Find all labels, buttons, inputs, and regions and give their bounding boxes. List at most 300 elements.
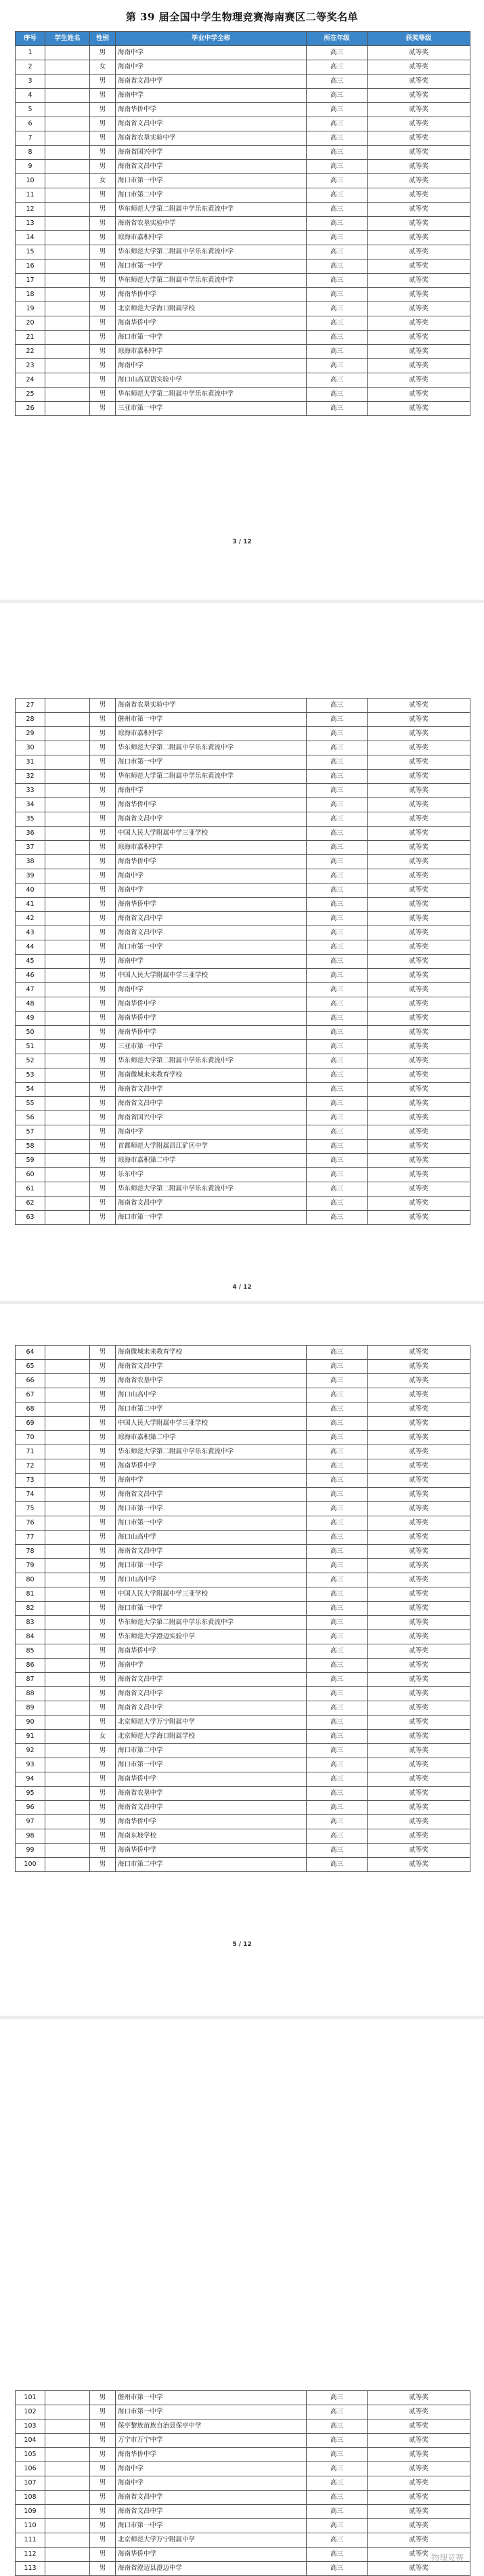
cell-school: 海南省文昌中学 bbox=[116, 1360, 307, 1374]
cell-student-name bbox=[45, 146, 90, 160]
cell-number: 104 bbox=[16, 2434, 45, 2448]
cell-gender: 男 bbox=[90, 89, 116, 103]
cell-school: 海南中学 bbox=[116, 2462, 307, 2476]
cell-student-name bbox=[45, 1545, 90, 1559]
table-row bbox=[16, 1801, 470, 1815]
cell-gender: 男 bbox=[90, 2419, 116, 2434]
cell-award: 贰等奖 bbox=[368, 117, 470, 131]
cell-student-name bbox=[45, 1516, 90, 1531]
table-row bbox=[16, 203, 470, 217]
cell-grade: 高三 bbox=[307, 1616, 368, 1630]
cell-student-name bbox=[45, 2562, 90, 2576]
cell-student-name bbox=[45, 1197, 90, 1211]
cell-grade: 高三 bbox=[307, 89, 368, 103]
table-row bbox=[16, 784, 470, 798]
cell-number: 58 bbox=[16, 1140, 45, 1154]
table-row bbox=[16, 1488, 470, 1502]
cell-grade: 高三 bbox=[307, 345, 368, 359]
table-row bbox=[16, 1168, 470, 1182]
cell-student-name bbox=[45, 1012, 90, 1026]
cell-number: 84 bbox=[16, 1630, 45, 1644]
cell-grade: 高三 bbox=[307, 2391, 368, 2405]
cell-award: 贰等奖 bbox=[368, 1772, 470, 1787]
cell-grade: 高三 bbox=[307, 217, 368, 231]
cell-student-name bbox=[45, 997, 90, 1012]
cell-award: 贰等奖 bbox=[368, 898, 470, 912]
cell-gender: 男 bbox=[90, 146, 116, 160]
cell-student-name bbox=[45, 2476, 90, 2491]
cell-school: 海口市第一中学 bbox=[116, 1758, 307, 1772]
cell-student-name bbox=[45, 1815, 90, 1829]
cell-award: 贰等奖 bbox=[368, 983, 470, 997]
cell-gender: 男 bbox=[90, 345, 116, 359]
table-row bbox=[16, 75, 470, 89]
cell-school: 海口山高双语实验中学 bbox=[116, 373, 307, 388]
cell-gender: 男 bbox=[90, 699, 116, 713]
cell-student-name bbox=[45, 798, 90, 812]
cell-award: 贰等奖 bbox=[368, 1459, 470, 1474]
cell-number: 29 bbox=[16, 727, 45, 741]
cell-number: 82 bbox=[16, 1602, 45, 1616]
cell-award: 贰等奖 bbox=[368, 245, 470, 259]
cell-gender: 女 bbox=[90, 1730, 116, 1744]
cell-school: 华东师范大学第二附属中学乐东黄流中学 bbox=[116, 1445, 307, 1459]
cell-award: 贰等奖 bbox=[368, 1197, 470, 1211]
cell-award: 贰等奖 bbox=[368, 1026, 470, 1040]
cell-gender: 男 bbox=[90, 359, 116, 373]
table-row bbox=[16, 1474, 470, 1488]
cell-grade: 高三 bbox=[307, 1154, 368, 1168]
table-row bbox=[16, 1154, 470, 1168]
table-row bbox=[16, 1545, 470, 1559]
cell-number: 89 bbox=[16, 1701, 45, 1716]
cell-number: 44 bbox=[16, 940, 45, 955]
cell-grade: 高三 bbox=[307, 131, 368, 146]
cell-school: 海口市第二中学 bbox=[116, 1744, 307, 1758]
table-row bbox=[16, 103, 470, 117]
table-row bbox=[16, 245, 470, 259]
cell-award: 贰等奖 bbox=[368, 1616, 470, 1630]
cell-number: 38 bbox=[16, 855, 45, 869]
cell-number: 9 bbox=[16, 160, 45, 174]
cell-student-name bbox=[45, 1616, 90, 1630]
cell-number: 90 bbox=[16, 1716, 45, 1730]
cell-grade: 高三 bbox=[307, 1040, 368, 1054]
cell-number: 17 bbox=[16, 274, 45, 288]
table-row bbox=[16, 898, 470, 912]
cell-student-name bbox=[45, 869, 90, 884]
cell-gender: 男 bbox=[90, 1097, 116, 1111]
table-row bbox=[16, 1346, 470, 1360]
cell-award: 贰等奖 bbox=[368, 1083, 470, 1097]
cell-number: 6 bbox=[16, 117, 45, 131]
cell-number: 26 bbox=[16, 402, 45, 416]
cell-student-name bbox=[45, 1168, 90, 1182]
cell-student-name bbox=[45, 1630, 90, 1644]
cell-gender: 男 bbox=[90, 1168, 116, 1182]
cell-award: 贰等奖 bbox=[368, 855, 470, 869]
cell-gender: 男 bbox=[90, 1068, 116, 1083]
cell-student-name bbox=[45, 60, 90, 75]
cell-school: 海南华侨中学 bbox=[116, 316, 307, 331]
cell-school: 北京师范大学万宁附属中学 bbox=[116, 1716, 307, 1730]
cell-number: 68 bbox=[16, 1403, 45, 1417]
cell-grade: 高三 bbox=[307, 1730, 368, 1744]
cell-gender: 男 bbox=[90, 288, 116, 302]
cell-gender: 男 bbox=[90, 46, 116, 60]
cell-gender: 男 bbox=[90, 1403, 116, 1417]
cell-number: 14 bbox=[16, 231, 45, 245]
cell-school: 海南华侨中学 bbox=[116, 1815, 307, 1829]
cell-award: 贰等奖 bbox=[368, 827, 470, 841]
table-row bbox=[16, 288, 470, 302]
cell-award: 贰等奖 bbox=[368, 302, 470, 316]
cell-award: 贰等奖 bbox=[368, 2562, 470, 2576]
cell-school: 中国人民大学附属中学三亚学校 bbox=[116, 1587, 307, 1602]
cell-school: 海南省国兴中学 bbox=[116, 146, 307, 160]
cell-student-name bbox=[45, 75, 90, 89]
table-row bbox=[16, 1531, 470, 1545]
cell-student-name bbox=[45, 1687, 90, 1701]
cell-school: 海南华侨中学 bbox=[116, 2448, 307, 2462]
cell-award: 贰等奖 bbox=[368, 1545, 470, 1559]
cell-award: 贰等奖 bbox=[368, 798, 470, 812]
cell-student-name bbox=[45, 1659, 90, 1673]
cell-number: 97 bbox=[16, 1815, 45, 1829]
cell-number: 109 bbox=[16, 2505, 45, 2519]
cell-gender: 男 bbox=[90, 2448, 116, 2462]
cell-school: 乐东中学 bbox=[116, 1168, 307, 1182]
cell-award: 贰等奖 bbox=[368, 188, 470, 203]
cell-student-name bbox=[45, 103, 90, 117]
cell-grade: 高三 bbox=[307, 983, 368, 997]
cell-grade: 高三 bbox=[307, 713, 368, 727]
cell-number: 88 bbox=[16, 1687, 45, 1701]
cell-number: 75 bbox=[16, 1502, 45, 1516]
cell-number: 80 bbox=[16, 1573, 45, 1587]
cell-grade: 高三 bbox=[307, 288, 368, 302]
cell-student-name bbox=[45, 259, 90, 274]
cell-award: 贰等奖 bbox=[368, 231, 470, 245]
cell-gender: 男 bbox=[90, 1673, 116, 1687]
cell-school: 海南省文昌中学 bbox=[116, 812, 307, 827]
cell-school: 海南省农垦中学 bbox=[116, 1374, 307, 1388]
cell-student-name bbox=[45, 841, 90, 855]
document-page bbox=[0, 1304, 484, 2016]
cell-student-name bbox=[45, 1829, 90, 1844]
cell-award: 贰等奖 bbox=[368, 1744, 470, 1758]
cell-student-name bbox=[45, 884, 90, 898]
cell-award: 贰等奖 bbox=[368, 1730, 470, 1744]
cell-award: 贰等奖 bbox=[368, 331, 470, 345]
cell-student-name bbox=[45, 770, 90, 784]
table-row bbox=[16, 912, 470, 926]
cell-number: 100 bbox=[16, 1858, 45, 1872]
cell-student-name bbox=[45, 1097, 90, 1111]
cell-grade: 高三 bbox=[307, 245, 368, 259]
cell-school: 海口市第一中学 bbox=[116, 755, 307, 770]
cell-student-name bbox=[45, 1716, 90, 1730]
cell-gender: 男 bbox=[90, 1346, 116, 1360]
cell-gender: 男 bbox=[90, 812, 116, 827]
cell-gender: 男 bbox=[90, 75, 116, 89]
cell-award: 贰等奖 bbox=[368, 131, 470, 146]
cell-number: 47 bbox=[16, 983, 45, 997]
table-row bbox=[16, 217, 470, 231]
table-row bbox=[16, 388, 470, 402]
header-number: 序号 bbox=[16, 32, 45, 46]
table-row bbox=[16, 1744, 470, 1758]
cell-gender: 男 bbox=[90, 1687, 116, 1701]
table-row bbox=[16, 1772, 470, 1787]
table-body bbox=[16, 699, 470, 1225]
cell-grade: 高三 bbox=[307, 60, 368, 75]
cell-student-name bbox=[45, 1388, 90, 1403]
cell-grade: 高三 bbox=[307, 2419, 368, 2434]
cell-school: 海南省澄迈县澄迈中学 bbox=[116, 2562, 307, 2576]
cell-number: 77 bbox=[16, 1531, 45, 1545]
cell-school: 琼海市嘉积第二中学 bbox=[116, 1431, 307, 1445]
cell-award: 贰等奖 bbox=[368, 812, 470, 827]
cell-student-name bbox=[45, 2448, 90, 2462]
cell-number: 74 bbox=[16, 1488, 45, 1502]
table-row bbox=[16, 869, 470, 884]
table-row bbox=[16, 2562, 470, 2576]
cell-gender: 男 bbox=[90, 1125, 116, 1140]
cell-award: 贰等奖 bbox=[368, 955, 470, 969]
cell-student-name bbox=[45, 784, 90, 798]
cell-number: 52 bbox=[16, 1054, 45, 1068]
table-row bbox=[16, 1431, 470, 1445]
table-row bbox=[16, 1140, 470, 1154]
cell-number: 39 bbox=[16, 869, 45, 884]
cell-number: 94 bbox=[16, 1772, 45, 1787]
table-row bbox=[16, 302, 470, 316]
table-row bbox=[16, 1417, 470, 1431]
cell-gender: 男 bbox=[90, 1644, 116, 1659]
cell-student-name bbox=[45, 969, 90, 983]
table-row bbox=[16, 2462, 470, 2476]
cell-gender: 男 bbox=[90, 940, 116, 955]
cell-award: 贰等奖 bbox=[368, 1211, 470, 1225]
table-row bbox=[16, 827, 470, 841]
table-row bbox=[16, 841, 470, 855]
cell-number: 37 bbox=[16, 841, 45, 855]
cell-student-name bbox=[45, 245, 90, 259]
cell-award: 贰等奖 bbox=[368, 288, 470, 302]
cell-award: 贰等奖 bbox=[368, 89, 470, 103]
cell-gender: 男 bbox=[90, 1211, 116, 1225]
cell-award: 贰等奖 bbox=[368, 1154, 470, 1168]
cell-school: 海南省文昌中学 bbox=[116, 117, 307, 131]
cell-gender: 男 bbox=[90, 160, 116, 174]
table-row bbox=[16, 89, 470, 103]
cell-school: 海南省文昌中学 bbox=[116, 1687, 307, 1701]
cell-gender: 男 bbox=[90, 188, 116, 203]
table-row bbox=[16, 402, 470, 416]
cell-grade: 高三 bbox=[307, 1211, 368, 1225]
cell-grade: 高三 bbox=[307, 1097, 368, 1111]
cell-grade: 高三 bbox=[307, 1474, 368, 1488]
cell-number: 3 bbox=[16, 75, 45, 89]
cell-number: 22 bbox=[16, 345, 45, 359]
table-row bbox=[16, 1403, 470, 1417]
cell-school: 琼海市嘉积中学 bbox=[116, 345, 307, 359]
cell-award: 贰等奖 bbox=[368, 699, 470, 713]
cell-award: 贰等奖 bbox=[368, 1374, 470, 1388]
cell-number: 15 bbox=[16, 245, 45, 259]
document-page bbox=[0, 0, 484, 600]
header-grade: 所在年级 bbox=[307, 32, 368, 46]
cell-number: 106 bbox=[16, 2462, 45, 2476]
cell-grade: 高三 bbox=[307, 373, 368, 388]
cell-gender: 男 bbox=[90, 1701, 116, 1716]
cell-school: 儋州市第一中学 bbox=[116, 2391, 307, 2405]
cell-gender: 男 bbox=[90, 1772, 116, 1787]
cell-gender: 男 bbox=[90, 713, 116, 727]
cell-gender: 男 bbox=[90, 302, 116, 316]
cell-school: 华东师范大学第二附属中学乐东黄流中学 bbox=[116, 770, 307, 784]
cell-gender: 男 bbox=[90, 1616, 116, 1630]
cell-student-name bbox=[45, 1211, 90, 1225]
cell-school: 海南中学 bbox=[116, 884, 307, 898]
table-row bbox=[16, 1182, 470, 1197]
cell-number: 55 bbox=[16, 1097, 45, 1111]
cell-number: 103 bbox=[16, 2419, 45, 2434]
cell-number: 28 bbox=[16, 713, 45, 727]
cell-school: 海南省文昌中学 bbox=[116, 1197, 307, 1211]
cell-school: 海口市第一中学 bbox=[116, 940, 307, 955]
cell-grade: 高三 bbox=[307, 912, 368, 926]
cell-gender: 男 bbox=[90, 316, 116, 331]
table-row bbox=[16, 1388, 470, 1403]
cell-award: 贰等奖 bbox=[368, 1716, 470, 1730]
cell-school: 海南中学 bbox=[116, 89, 307, 103]
cell-grade: 高三 bbox=[307, 1488, 368, 1502]
cell-school: 海口市第二中学 bbox=[116, 188, 307, 203]
cell-grade: 高三 bbox=[307, 2519, 368, 2533]
cell-number: 95 bbox=[16, 1787, 45, 1801]
table-row bbox=[16, 1026, 470, 1040]
cell-award: 贰等奖 bbox=[368, 1360, 470, 1374]
table-row bbox=[16, 1758, 470, 1772]
cell-number: 64 bbox=[16, 1346, 45, 1360]
cell-grade: 高三 bbox=[307, 827, 368, 841]
cell-gender: 男 bbox=[90, 331, 116, 345]
cell-award: 贰等奖 bbox=[368, 60, 470, 75]
table-row bbox=[16, 926, 470, 940]
table-row bbox=[16, 316, 470, 331]
cell-school: 海南华侨中学 bbox=[116, 103, 307, 117]
cell-award: 贰等奖 bbox=[368, 2448, 470, 2462]
cell-grade: 高三 bbox=[307, 2491, 368, 2505]
table-row bbox=[16, 2519, 470, 2533]
cell-gender: 男 bbox=[90, 1417, 116, 1431]
cell-school: 海南省农垦实验中学 bbox=[116, 131, 307, 146]
cell-number: 54 bbox=[16, 1083, 45, 1097]
cell-number: 112 bbox=[16, 2548, 45, 2562]
cell-gender: 男 bbox=[90, 2519, 116, 2533]
table-row bbox=[16, 1502, 470, 1516]
cell-school: 海南华侨中学 bbox=[116, 855, 307, 869]
cell-grade: 高三 bbox=[307, 1403, 368, 1417]
cell-school: 海南中学 bbox=[116, 1125, 307, 1140]
cell-grade: 高三 bbox=[307, 274, 368, 288]
table-row bbox=[16, 1616, 470, 1630]
cell-gender: 男 bbox=[90, 131, 116, 146]
cell-student-name bbox=[45, 1040, 90, 1054]
cell-grade: 高三 bbox=[307, 1445, 368, 1459]
cell-student-name bbox=[45, 231, 90, 245]
cell-school: 海南省文昌中学 bbox=[116, 926, 307, 940]
cell-gender: 男 bbox=[90, 755, 116, 770]
cell-number: 51 bbox=[16, 1040, 45, 1054]
cell-gender: 男 bbox=[90, 1787, 116, 1801]
cell-school: 海南华侨中学 bbox=[116, 2548, 307, 2562]
cell-gender: 男 bbox=[90, 1012, 116, 1026]
cell-school: 海南省农垦中学 bbox=[116, 1787, 307, 1801]
cell-grade: 高三 bbox=[307, 1431, 368, 1445]
cell-number: 36 bbox=[16, 827, 45, 841]
cell-student-name bbox=[45, 1559, 90, 1573]
table-row bbox=[16, 741, 470, 755]
cell-gender: 男 bbox=[90, 898, 116, 912]
cell-number: 48 bbox=[16, 997, 45, 1012]
cell-student-name bbox=[45, 1758, 90, 1772]
cell-grade: 高三 bbox=[307, 1168, 368, 1182]
cell-student-name bbox=[45, 699, 90, 713]
table-row bbox=[16, 1374, 470, 1388]
table-row bbox=[16, 1787, 470, 1801]
cell-grade: 高三 bbox=[307, 75, 368, 89]
cell-award: 贰等奖 bbox=[368, 146, 470, 160]
cell-number: 4 bbox=[16, 89, 45, 103]
cell-award: 贰等奖 bbox=[368, 1531, 470, 1545]
cell-school: 海南省文昌中学 bbox=[116, 1701, 307, 1716]
cell-gender: 男 bbox=[90, 1054, 116, 1068]
page-number: 4 / 12 bbox=[232, 1284, 252, 1291]
cell-award: 贰等奖 bbox=[368, 713, 470, 727]
cell-number: 56 bbox=[16, 1111, 45, 1125]
cell-number: 23 bbox=[16, 359, 45, 373]
table-row bbox=[16, 1730, 470, 1744]
table-body bbox=[16, 1346, 470, 1872]
cell-gender: 男 bbox=[90, 1559, 116, 1573]
cell-student-name bbox=[45, 1730, 90, 1744]
cell-school: 儋州市第一中学 bbox=[116, 713, 307, 727]
cell-student-name bbox=[45, 1445, 90, 1459]
cell-gender: 男 bbox=[90, 784, 116, 798]
cell-grade: 高三 bbox=[307, 741, 368, 755]
cell-grade: 高三 bbox=[307, 855, 368, 869]
cell-student-name bbox=[45, 855, 90, 869]
cell-student-name bbox=[45, 2548, 90, 2562]
cell-award: 贰等奖 bbox=[368, 1687, 470, 1701]
cell-school: 万宁市万宁中学 bbox=[116, 2434, 307, 2448]
cell-school: 北京师范大学海口附属学校 bbox=[116, 302, 307, 316]
cell-school: 海南省文昌中学 bbox=[116, 1488, 307, 1502]
cell-number: 41 bbox=[16, 898, 45, 912]
cell-grade: 高三 bbox=[307, 997, 368, 1012]
cell-school: 华东师范大学澄迈实验中学 bbox=[116, 1630, 307, 1644]
cell-gender: 男 bbox=[90, 1716, 116, 1730]
table-row bbox=[16, 1559, 470, 1573]
cell-award: 贰等奖 bbox=[368, 1488, 470, 1502]
cell-grade: 高三 bbox=[307, 1111, 368, 1125]
cell-award: 贰等奖 bbox=[368, 2533, 470, 2548]
cell-gender: 男 bbox=[90, 1197, 116, 1211]
cell-number: 34 bbox=[16, 798, 45, 812]
